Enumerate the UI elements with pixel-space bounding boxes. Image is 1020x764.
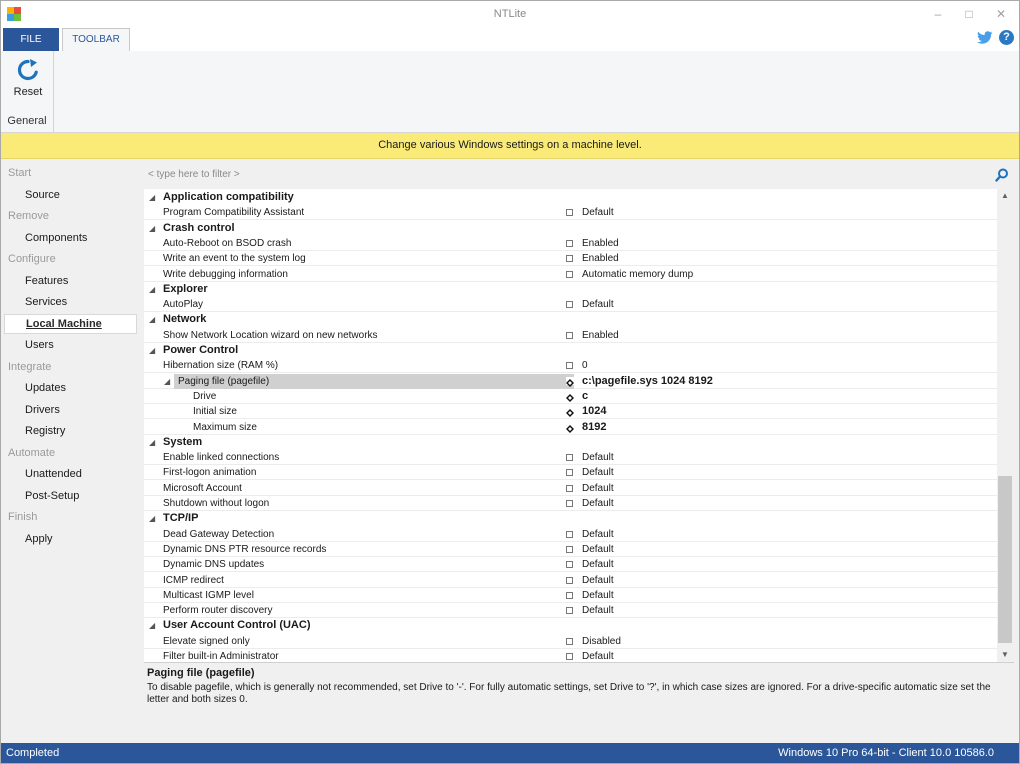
setting-label: Microsoft Account — [163, 483, 242, 494]
setting-value[interactable]: Default — [582, 575, 614, 586]
scroll-up-icon[interactable]: ▲ — [1001, 191, 1009, 200]
setting-value[interactable]: 0 — [582, 360, 588, 371]
default-box-icon — [566, 592, 573, 599]
setting-value[interactable]: c:\pagefile.sys 1024 8192 — [582, 375, 713, 387]
collapse-icon[interactable]: ◢ — [149, 514, 156, 523]
setting-row[interactable] — [144, 527, 997, 542]
setting-value[interactable]: Default — [582, 590, 614, 601]
setting-label: Network — [163, 313, 207, 325]
collapse-icon[interactable]: ◢ — [149, 315, 156, 324]
setting-value[interactable]: 8192 — [582, 421, 607, 433]
setting-value[interactable]: Default — [582, 299, 614, 310]
sidebar-item-updates[interactable]: Updates — [25, 382, 66, 394]
default-box-icon — [566, 577, 573, 584]
minimize-icon[interactable]: – — [934, 7, 942, 21]
sidebar-section-title: Configure — [8, 253, 56, 265]
default-box-icon — [566, 546, 573, 553]
default-box-icon — [566, 255, 573, 262]
setting-row[interactable] — [144, 374, 997, 389]
setting-row[interactable] — [144, 404, 997, 419]
sidebar-nav — [1, 159, 143, 742]
setting-label: Initial size — [193, 406, 237, 417]
sidebar-section-title: Finish — [8, 511, 38, 523]
collapse-icon[interactable]: ◢ — [164, 377, 171, 386]
sidebar-item-registry[interactable]: Registry — [25, 425, 66, 437]
default-box-icon — [566, 561, 573, 568]
sidebar-item-local-machine[interactable]: Local Machine — [4, 314, 137, 334]
setting-row[interactable] — [144, 603, 997, 618]
setting-row[interactable] — [144, 297, 997, 312]
default-box-icon — [566, 301, 573, 308]
scroll-thumb[interactable] — [998, 476, 1012, 643]
setting-value[interactable]: Default — [582, 651, 614, 662]
setting-label: Crash control — [163, 222, 235, 234]
reset-icon — [16, 58, 40, 82]
setting-row[interactable] — [144, 481, 997, 496]
changed-diamond-icon — [566, 423, 574, 431]
setting-row[interactable] — [144, 420, 997, 435]
setting-label: Drive — [193, 391, 217, 402]
sidebar-item-apply[interactable]: Apply — [25, 532, 53, 545]
sidebar-item-components[interactable]: Components — [25, 231, 88, 244]
description-panel — [144, 662, 1014, 743]
sidebar-item-features[interactable]: Features — [25, 274, 69, 287]
setting-label: TCP/IP — [163, 512, 199, 524]
setting-label: ICMP redirect — [163, 575, 224, 586]
setting-row[interactable] — [144, 267, 997, 282]
ribbon-group-general — [1, 51, 54, 132]
setting-label: Maximum size — [193, 422, 257, 433]
setting-label: User Account Control (UAC) — [163, 619, 311, 631]
setting-row[interactable] — [144, 450, 997, 465]
setting-label: Filter built-in Administrator — [163, 651, 279, 662]
setting-label: Shutdown without logon — [163, 498, 270, 509]
setting-value[interactable]: Default — [582, 529, 614, 540]
setting-value[interactable]: Default — [582, 467, 614, 478]
sidebar-item-source[interactable]: Source — [25, 188, 60, 201]
setting-value[interactable]: Enabled — [582, 238, 619, 249]
setting-value[interactable]: Default — [582, 559, 614, 570]
info-notice: Change various Windows settings on a machine level. — [1, 133, 1019, 159]
default-box-icon — [566, 240, 573, 247]
collapse-icon[interactable]: ◢ — [149, 285, 156, 294]
scroll-down-icon[interactable]: ▼ — [1001, 650, 1009, 659]
changed-diamond-icon — [566, 377, 574, 385]
sidebar-item-post-setup[interactable]: Post-Setup — [25, 489, 80, 502]
setting-row[interactable] — [144, 649, 997, 662]
setting-label: First-logon animation — [163, 467, 257, 478]
setting-value[interactable]: Disabled — [582, 636, 621, 647]
category-row[interactable] — [144, 282, 997, 297]
setting-label: Elevate signed only — [163, 636, 250, 647]
default-box-icon — [566, 485, 573, 492]
default-box-icon — [566, 653, 573, 660]
default-box-icon — [566, 638, 573, 645]
category-row[interactable] — [144, 312, 997, 327]
collapse-icon[interactable]: ◢ — [149, 621, 156, 630]
os-info: Windows 10 Pro 64-bit - Client 10.0 10586.0 — [778, 747, 994, 759]
sidebar-section-title: Remove — [8, 210, 49, 222]
setting-label: System — [163, 436, 203, 448]
setting-row[interactable] — [144, 557, 997, 572]
setting-row[interactable] — [144, 542, 997, 557]
default-box-icon — [566, 531, 573, 538]
sidebar-section-title: Start — [8, 167, 32, 179]
category-row[interactable] — [144, 343, 997, 358]
search-icon[interactable] — [995, 168, 1009, 182]
help-icon[interactable]: ? — [999, 30, 1014, 45]
setting-label: Application compatibility — [163, 191, 294, 203]
setting-label: Perform router discovery — [163, 605, 273, 616]
setting-value[interactable]: Default — [582, 544, 614, 555]
setting-row[interactable] — [144, 573, 997, 588]
setting-value[interactable]: Default — [582, 207, 614, 218]
setting-label: Write an event to the system log — [163, 253, 306, 264]
sidebar-item-users[interactable]: Users — [25, 339, 54, 351]
setting-row[interactable] — [144, 251, 997, 266]
setting-value[interactable]: Enabled — [582, 330, 619, 341]
status-bar — [1, 743, 1019, 763]
category-row[interactable] — [144, 435, 997, 450]
category-row[interactable] — [144, 618, 997, 633]
default-box-icon — [566, 271, 573, 278]
settings-grid — [144, 189, 997, 662]
setting-label: Paging file (pagefile) — [178, 376, 270, 387]
setting-label: Program Compatibility Assistant — [163, 207, 305, 218]
setting-label: Dynamic DNS PTR resource records — [163, 544, 327, 555]
setting-value[interactable]: Default — [582, 498, 614, 509]
setting-label: Power Control — [163, 344, 239, 356]
setting-value[interactable]: 1024 — [582, 405, 607, 417]
default-box-icon — [566, 500, 573, 507]
setting-row[interactable] — [144, 465, 997, 480]
description-text: To disable pagefile, which is generally not recommended, set Drive to '-'. For fully automatic settings, set Drive to '?', in which case sizes are ignored. For a drive-specific automatic size set the letter and both sizes 0. — [147, 682, 991, 705]
sidebar-section-title: Automate — [8, 446, 56, 459]
setting-value[interactable]: Default — [582, 605, 614, 616]
setting-label: Show Network Location wizard on new networks — [163, 330, 378, 341]
changed-diamond-icon — [566, 392, 574, 400]
setting-row[interactable] — [144, 358, 997, 373]
filter-bar — [144, 159, 1019, 189]
close-icon[interactable]: ✕ — [995, 7, 1007, 21]
description-title: Paging file (pagefile) — [147, 667, 255, 679]
setting-label: Enable linked connections — [163, 452, 280, 463]
reset-button[interactable] — [6, 55, 50, 105]
sidebar-section-title: Integrate — [8, 360, 52, 373]
tab-toolbar[interactable]: TOOLBAR — [62, 28, 130, 51]
default-box-icon — [566, 209, 573, 216]
maximize-icon[interactable]: □ — [965, 7, 973, 21]
collapse-icon[interactable]: ◢ — [149, 346, 156, 355]
setting-label: Explorer — [163, 283, 208, 295]
title-bar — [1, 1, 1019, 28]
category-row[interactable] — [144, 221, 997, 236]
setting-value[interactable]: c — [582, 390, 589, 402]
group-label-general: General — [7, 115, 47, 127]
setting-label: Write debugging information — [163, 269, 288, 280]
setting-row[interactable] — [144, 634, 997, 649]
tab-file[interactable]: FILE — [3, 28, 59, 51]
setting-value[interactable]: Automatic memory dump — [582, 269, 694, 280]
twitter-icon[interactable] — [977, 31, 993, 45]
category-row[interactable] — [144, 511, 997, 526]
changed-diamond-icon — [566, 407, 574, 415]
setting-label: Multicast IGMP level — [163, 590, 254, 601]
filter-input[interactable]: < type here to filter > — [148, 169, 240, 180]
setting-row[interactable] — [144, 236, 997, 251]
setting-row[interactable] — [144, 496, 997, 511]
status-text: Completed — [6, 747, 60, 759]
setting-value[interactable]: Default — [582, 483, 614, 494]
default-box-icon — [566, 469, 573, 476]
setting-row[interactable] — [144, 588, 997, 603]
default-box-icon — [566, 332, 573, 339]
ribbon-tabs — [1, 28, 1019, 52]
setting-label: Dynamic DNS updates — [163, 559, 265, 570]
default-box-icon — [566, 454, 573, 461]
ribbon — [1, 51, 1019, 133]
setting-row[interactable] — [144, 205, 997, 220]
sidebar-item-services[interactable]: Services — [25, 296, 68, 308]
setting-value[interactable]: Enabled — [582, 253, 619, 264]
collapse-icon[interactable]: ◢ — [149, 193, 156, 202]
window-title: NTLite — [493, 8, 527, 20]
reset-label: Reset — [13, 86, 43, 98]
setting-row[interactable] — [144, 389, 997, 404]
setting-value[interactable]: Default — [582, 452, 614, 463]
default-box-icon — [566, 607, 573, 614]
collapse-icon[interactable]: ◢ — [149, 438, 156, 447]
setting-label: Hibernation size (RAM %) — [163, 360, 279, 371]
collapse-icon[interactable]: ◢ — [149, 224, 156, 233]
vertical-scrollbar[interactable] — [997, 189, 1013, 662]
default-box-icon — [566, 362, 573, 369]
setting-label: Auto-Reboot on BSOD crash — [163, 238, 292, 249]
category-row[interactable] — [144, 190, 997, 205]
setting-row[interactable] — [144, 328, 997, 343]
sidebar-item-drivers[interactable]: Drivers — [25, 403, 60, 416]
sidebar-item-unattended[interactable]: Unattended — [25, 468, 82, 480]
setting-label: Dead Gateway Detection — [163, 529, 275, 540]
setting-label: AutoPlay — [163, 299, 204, 310]
